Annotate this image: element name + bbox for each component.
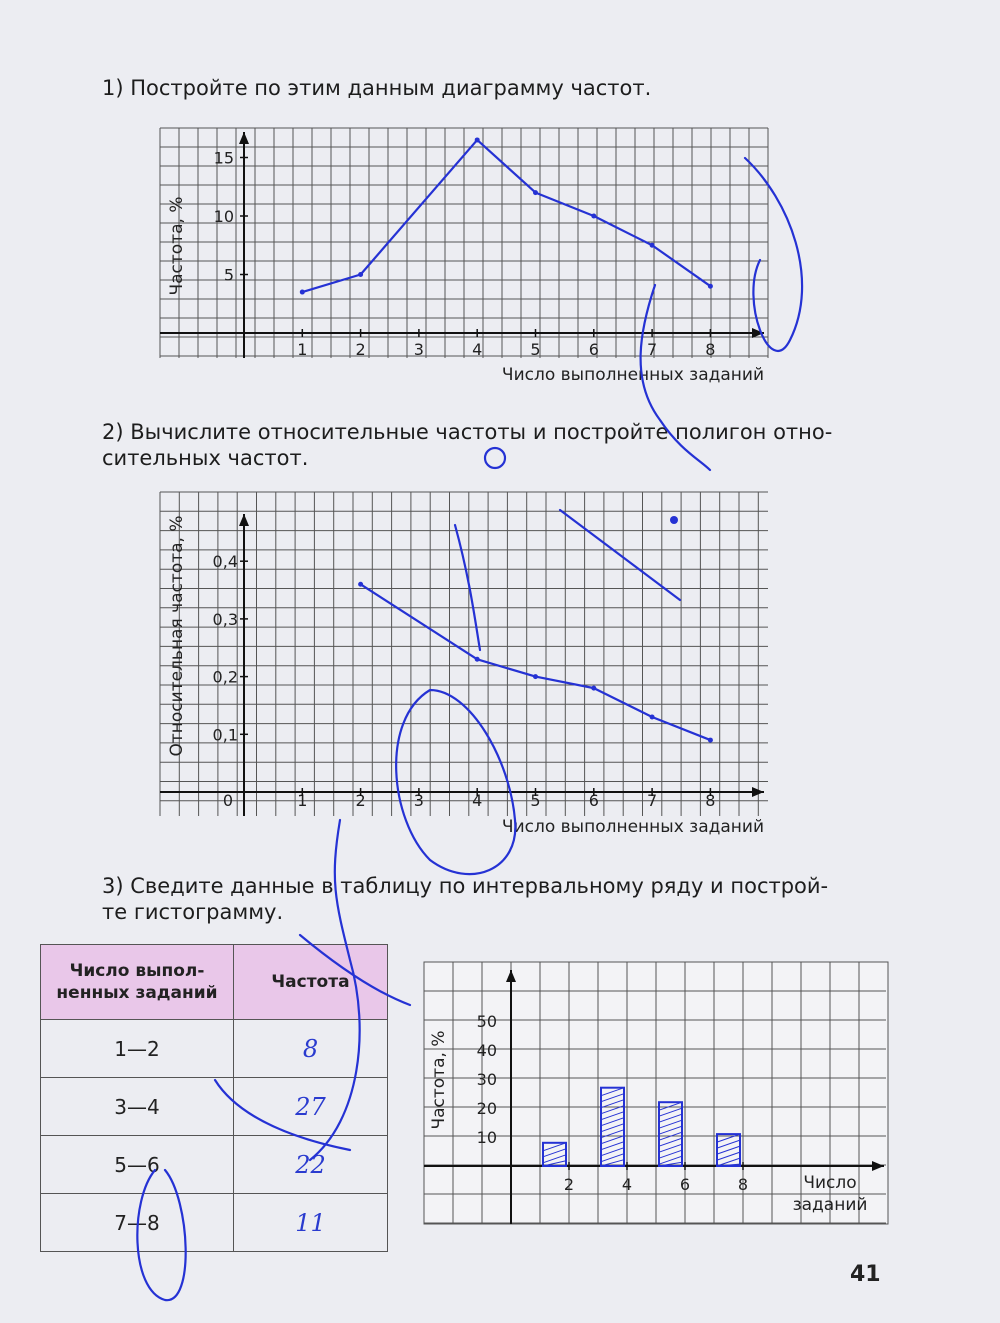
origin-label: 0	[222, 791, 234, 810]
task3-text-line1: 3) Сведите данные в таблицу по интервальному ряду и построй-	[102, 874, 829, 898]
row-range: 5—6	[41, 1136, 234, 1194]
y-axis-label: Частота, %	[167, 196, 187, 296]
y-tick-label: 40	[476, 1041, 497, 1060]
y-tick-label: 0,1	[212, 725, 238, 745]
x-tick-label: 3	[413, 791, 424, 810]
x-tick-label: 6	[588, 340, 599, 359]
header-tasks-line2: ненных заданий	[56, 983, 218, 1003]
task1-text: 1) Постройте по этим данным диаграмму частот.	[102, 76, 652, 100]
page-number: 41	[850, 1262, 881, 1287]
row-frequency[interactable]: 22	[234, 1136, 388, 1194]
y-tick-label: 0,3	[212, 609, 238, 629]
header-tasks-line1: Число выпол-	[69, 961, 205, 981]
x-tick-label: 5	[530, 791, 541, 810]
x-axis-label: Число выполненных заданий	[501, 817, 764, 837]
x-tick-label: 3	[413, 340, 424, 359]
y-axis-label: Частота, %	[429, 1030, 449, 1130]
y-tick-label: 50	[476, 1012, 497, 1031]
x-tick-label: 8	[705, 340, 716, 359]
task2-text-line2: сительных частот.	[102, 446, 309, 470]
y-tick-label: 20	[476, 1099, 497, 1118]
row-range: 1—2	[41, 1020, 234, 1078]
x-tick-label: 2	[355, 340, 366, 359]
x-tick-label: 1	[297, 791, 308, 810]
x-tick-label: 4	[472, 340, 483, 359]
x-tick-label: 2	[563, 1175, 575, 1194]
x-axis-label-line2: заданий	[792, 1195, 868, 1215]
x-tick-label: 5	[530, 340, 541, 359]
row-frequency[interactable]: 11	[234, 1194, 388, 1252]
y-tick-label: 15	[213, 148, 234, 168]
x-tick-label: 7	[647, 340, 658, 359]
x-tick-label: 4	[472, 791, 483, 810]
x-tick-label: 8	[705, 791, 716, 810]
x-tick-label: 8	[737, 1175, 749, 1194]
y-axis-label: Относительная частота, %	[167, 515, 187, 757]
y-tick-label: 30	[476, 1070, 497, 1089]
x-tick-label: 1	[297, 340, 308, 359]
row-frequency[interactable]: 8	[234, 1020, 388, 1078]
y-tick-label: 5	[223, 265, 234, 285]
y-tick-label: 10	[213, 207, 234, 226]
task3-text-line2: те гистограмму.	[102, 900, 284, 924]
x-tick-label: 4	[621, 1175, 633, 1194]
y-tick-label: 0,4	[212, 552, 238, 572]
x-axis-label-line1: Число	[803, 1173, 857, 1193]
row-frequency[interactable]: 27	[234, 1078, 388, 1136]
y-tick-label: 10	[476, 1128, 497, 1147]
x-tick-label: 6	[679, 1175, 691, 1194]
y-tick-label: 0,2	[212, 667, 238, 687]
row-range: 7—8	[41, 1194, 234, 1252]
x-axis-label: Число выполненных заданий	[501, 365, 764, 385]
x-tick-label: 7	[647, 791, 658, 810]
x-tick-label: 6	[588, 791, 599, 810]
x-tick-label: 2	[355, 791, 366, 810]
row-range: 3—4	[41, 1078, 234, 1136]
header-frequency: Частота	[234, 945, 388, 1020]
task2-text-line1: 2) Вычислите относительные частоты и постройте полигон отно-	[102, 420, 833, 444]
